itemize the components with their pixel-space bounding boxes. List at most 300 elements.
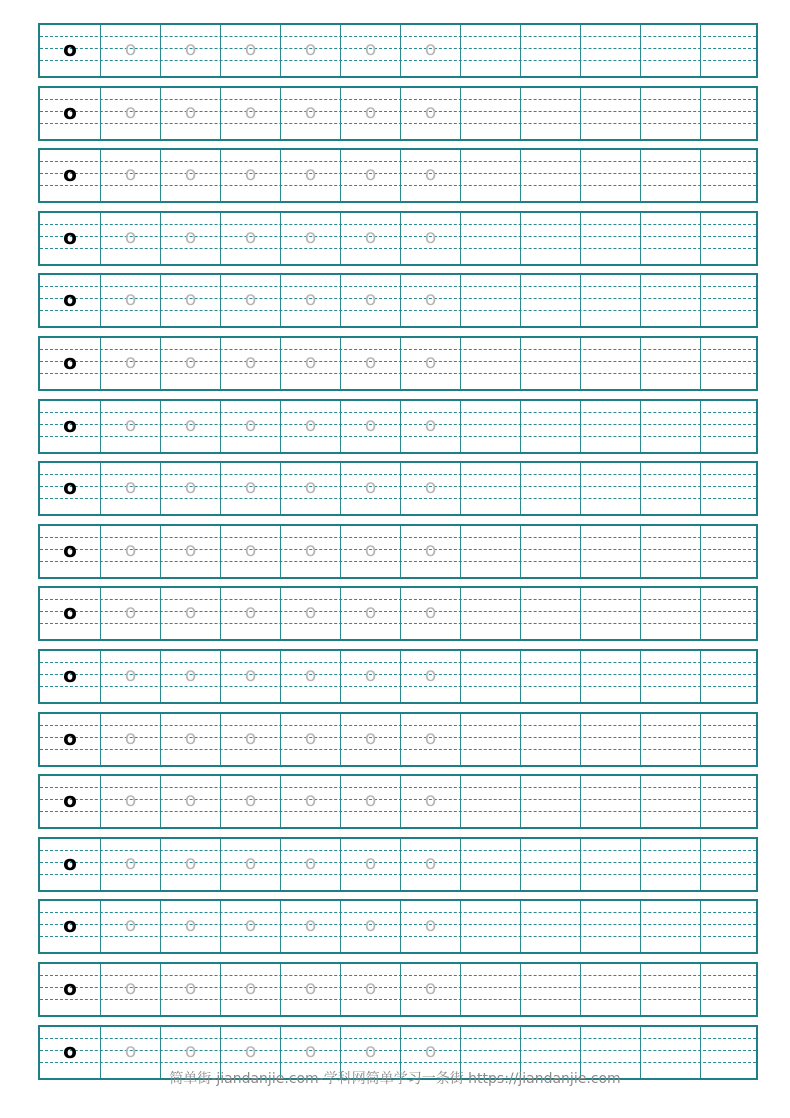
practice-row bbox=[38, 273, 758, 328]
blank-cell bbox=[520, 88, 580, 139]
blank-cell bbox=[640, 25, 700, 76]
trace-cell bbox=[100, 338, 160, 389]
trace-cell bbox=[160, 714, 220, 765]
blank-cell bbox=[700, 338, 760, 389]
blank-cell bbox=[580, 401, 640, 452]
model-letter: o bbox=[63, 100, 77, 124]
trace-cell bbox=[100, 88, 160, 139]
model-letter: o bbox=[63, 287, 77, 311]
trace-letter: o bbox=[364, 163, 377, 185]
trace-letter: o bbox=[424, 226, 437, 248]
trace-cell bbox=[100, 964, 160, 1015]
trace-cell bbox=[160, 463, 220, 514]
blank-cell bbox=[700, 275, 760, 326]
blank-cell bbox=[580, 964, 640, 1015]
trace-letter: o bbox=[424, 414, 437, 436]
blank-cell bbox=[640, 714, 700, 765]
model-cell bbox=[40, 25, 100, 76]
trace-cell bbox=[340, 150, 400, 201]
trace-cell bbox=[220, 651, 280, 702]
blank-cell bbox=[580, 901, 640, 952]
trace-letter: o bbox=[424, 789, 437, 811]
trace-letter: o bbox=[244, 288, 257, 310]
trace-letter: o bbox=[364, 601, 377, 623]
trace-letter: o bbox=[424, 163, 437, 185]
trace-cell bbox=[160, 651, 220, 702]
model-cell bbox=[40, 275, 100, 326]
trace-letter: o bbox=[304, 852, 317, 874]
trace-cell bbox=[160, 776, 220, 827]
trace-letter: o bbox=[304, 101, 317, 123]
trace-cell bbox=[160, 213, 220, 264]
trace-cell bbox=[280, 714, 340, 765]
trace-cell bbox=[280, 901, 340, 952]
model-letter: o bbox=[63, 851, 77, 875]
blank-cell bbox=[700, 88, 760, 139]
trace-cell bbox=[400, 776, 460, 827]
blank-cell bbox=[700, 588, 760, 639]
trace-letter: o bbox=[184, 163, 197, 185]
blank-cell bbox=[700, 776, 760, 827]
trace-cell bbox=[280, 150, 340, 201]
trace-cell bbox=[100, 588, 160, 639]
model-letter: o bbox=[63, 913, 77, 937]
trace-letter: o bbox=[304, 38, 317, 60]
trace-letter: o bbox=[364, 38, 377, 60]
trace-letter: o bbox=[124, 476, 137, 498]
trace-letter: o bbox=[124, 789, 137, 811]
blank-cell bbox=[460, 213, 520, 264]
trace-cell bbox=[280, 651, 340, 702]
trace-letter: o bbox=[184, 539, 197, 561]
trace-cell bbox=[220, 964, 280, 1015]
trace-cell bbox=[340, 964, 400, 1015]
trace-letter: o bbox=[124, 288, 137, 310]
practice-row bbox=[38, 712, 758, 767]
trace-cell bbox=[340, 839, 400, 890]
trace-cell bbox=[400, 88, 460, 139]
trace-letter: o bbox=[304, 163, 317, 185]
trace-letter: o bbox=[124, 539, 137, 561]
blank-cell bbox=[580, 776, 640, 827]
trace-cell bbox=[280, 25, 340, 76]
trace-letter: o bbox=[124, 101, 137, 123]
blank-cell bbox=[460, 526, 520, 577]
blank-cell bbox=[460, 401, 520, 452]
trace-cell bbox=[220, 401, 280, 452]
blank-cell bbox=[580, 526, 640, 577]
blank-cell bbox=[520, 150, 580, 201]
trace-letter: o bbox=[424, 727, 437, 749]
trace-letter: o bbox=[244, 664, 257, 686]
trace-letter: o bbox=[184, 351, 197, 373]
trace-cell bbox=[340, 526, 400, 577]
trace-letter: o bbox=[304, 1040, 317, 1062]
model-cell bbox=[40, 150, 100, 201]
trace-cell bbox=[100, 401, 160, 452]
footer-watermark: 简单街-jiandanjie.com-学科网简单学习一条街 https://jiandanjie.com bbox=[169, 1071, 621, 1087]
practice-row bbox=[38, 399, 758, 454]
trace-cell bbox=[160, 964, 220, 1015]
practice-row bbox=[38, 899, 758, 954]
blank-cell bbox=[460, 651, 520, 702]
blank-cell bbox=[460, 776, 520, 827]
blank-cell bbox=[460, 901, 520, 952]
trace-letter: o bbox=[124, 351, 137, 373]
trace-cell bbox=[220, 901, 280, 952]
practice-row bbox=[38, 148, 758, 203]
blank-cell bbox=[520, 776, 580, 827]
blank-cell bbox=[640, 964, 700, 1015]
trace-cell bbox=[220, 213, 280, 264]
trace-letter: o bbox=[364, 101, 377, 123]
trace-cell bbox=[400, 463, 460, 514]
blank-cell bbox=[460, 275, 520, 326]
model-cell bbox=[40, 776, 100, 827]
trace-cell bbox=[340, 401, 400, 452]
trace-letter: o bbox=[244, 351, 257, 373]
blank-cell bbox=[460, 839, 520, 890]
trace-letter: o bbox=[424, 852, 437, 874]
trace-letter: o bbox=[184, 1040, 197, 1062]
trace-cell bbox=[400, 25, 460, 76]
trace-letter: o bbox=[244, 601, 257, 623]
trace-letter: o bbox=[364, 852, 377, 874]
model-letter: o bbox=[63, 1039, 77, 1063]
trace-cell bbox=[100, 714, 160, 765]
trace-letter: o bbox=[364, 914, 377, 936]
model-cell bbox=[40, 338, 100, 389]
blank-cell bbox=[520, 839, 580, 890]
model-cell bbox=[40, 526, 100, 577]
trace-letter: o bbox=[424, 288, 437, 310]
trace-letter: o bbox=[364, 727, 377, 749]
trace-letter: o bbox=[424, 101, 437, 123]
blank-cell bbox=[700, 150, 760, 201]
trace-cell bbox=[280, 839, 340, 890]
trace-letter: o bbox=[304, 351, 317, 373]
model-cell bbox=[40, 651, 100, 702]
blank-cell bbox=[700, 714, 760, 765]
trace-letter: o bbox=[184, 601, 197, 623]
trace-cell bbox=[100, 275, 160, 326]
trace-letter: o bbox=[244, 101, 257, 123]
blank-cell bbox=[700, 651, 760, 702]
blank-cell bbox=[700, 463, 760, 514]
model-cell bbox=[40, 839, 100, 890]
practice-row bbox=[38, 774, 758, 829]
model-letter: o bbox=[63, 350, 77, 374]
trace-cell bbox=[160, 338, 220, 389]
trace-letter: o bbox=[304, 226, 317, 248]
trace-cell bbox=[340, 463, 400, 514]
trace-cell bbox=[280, 463, 340, 514]
trace-cell bbox=[220, 463, 280, 514]
trace-letter: o bbox=[124, 977, 137, 999]
blank-cell bbox=[580, 588, 640, 639]
trace-cell bbox=[400, 839, 460, 890]
model-letter: o bbox=[63, 475, 77, 499]
trace-letter: o bbox=[244, 38, 257, 60]
trace-letter: o bbox=[364, 789, 377, 811]
trace-letter: o bbox=[364, 351, 377, 373]
trace-cell bbox=[340, 213, 400, 264]
trace-cell bbox=[220, 88, 280, 139]
trace-letter: o bbox=[124, 163, 137, 185]
model-letter: o bbox=[63, 413, 77, 437]
trace-letter: o bbox=[124, 226, 137, 248]
trace-letter: o bbox=[124, 601, 137, 623]
trace-cell bbox=[400, 714, 460, 765]
trace-letter: o bbox=[124, 852, 137, 874]
trace-cell bbox=[280, 213, 340, 264]
blank-cell bbox=[520, 714, 580, 765]
trace-letter: o bbox=[304, 664, 317, 686]
practice-row bbox=[38, 524, 758, 579]
model-letter: o bbox=[63, 538, 77, 562]
blank-cell bbox=[640, 88, 700, 139]
practice-row bbox=[38, 86, 758, 141]
model-cell bbox=[40, 88, 100, 139]
practice-row bbox=[38, 962, 758, 1017]
blank-cell bbox=[580, 275, 640, 326]
blank-cell bbox=[700, 25, 760, 76]
blank-cell bbox=[640, 526, 700, 577]
trace-letter: o bbox=[304, 288, 317, 310]
trace-letter: o bbox=[424, 664, 437, 686]
blank-cell bbox=[460, 338, 520, 389]
model-letter: o bbox=[63, 600, 77, 624]
trace-letter: o bbox=[304, 476, 317, 498]
trace-cell bbox=[160, 526, 220, 577]
trace-letter: o bbox=[244, 476, 257, 498]
trace-letter: o bbox=[244, 414, 257, 436]
trace-letter: o bbox=[184, 226, 197, 248]
trace-cell bbox=[100, 150, 160, 201]
trace-letter: o bbox=[244, 727, 257, 749]
trace-letter: o bbox=[124, 664, 137, 686]
blank-cell bbox=[520, 338, 580, 389]
blank-cell bbox=[520, 526, 580, 577]
trace-cell bbox=[340, 588, 400, 639]
trace-cell bbox=[340, 714, 400, 765]
blank-cell bbox=[520, 463, 580, 514]
model-letter: o bbox=[63, 663, 77, 687]
blank-cell bbox=[640, 839, 700, 890]
model-letter: o bbox=[63, 225, 77, 249]
blank-cell bbox=[520, 964, 580, 1015]
blank-cell bbox=[580, 651, 640, 702]
trace-cell bbox=[160, 88, 220, 139]
blank-cell bbox=[520, 401, 580, 452]
model-cell bbox=[40, 401, 100, 452]
trace-cell bbox=[220, 25, 280, 76]
blank-cell bbox=[640, 776, 700, 827]
trace-letter: o bbox=[184, 101, 197, 123]
trace-letter: o bbox=[124, 1040, 137, 1062]
trace-letter: o bbox=[244, 539, 257, 561]
trace-letter: o bbox=[124, 727, 137, 749]
trace-cell bbox=[400, 588, 460, 639]
trace-cell bbox=[220, 839, 280, 890]
trace-cell bbox=[220, 714, 280, 765]
trace-letter: o bbox=[304, 789, 317, 811]
trace-cell bbox=[220, 275, 280, 326]
trace-letter: o bbox=[184, 38, 197, 60]
model-cell bbox=[40, 964, 100, 1015]
practice-row bbox=[38, 649, 758, 704]
model-cell bbox=[40, 714, 100, 765]
blank-cell bbox=[520, 588, 580, 639]
blank-cell bbox=[700, 213, 760, 264]
trace-letter: o bbox=[304, 539, 317, 561]
blank-cell bbox=[640, 651, 700, 702]
blank-cell bbox=[580, 25, 640, 76]
trace-cell bbox=[400, 526, 460, 577]
trace-cell bbox=[400, 150, 460, 201]
trace-letter: o bbox=[184, 288, 197, 310]
blank-cell bbox=[580, 338, 640, 389]
trace-cell bbox=[220, 150, 280, 201]
model-cell bbox=[40, 463, 100, 514]
trace-letter: o bbox=[424, 38, 437, 60]
trace-letter: o bbox=[184, 664, 197, 686]
trace-letter: o bbox=[364, 226, 377, 248]
practice-row bbox=[38, 837, 758, 892]
blank-cell bbox=[580, 714, 640, 765]
trace-cell bbox=[100, 776, 160, 827]
trace-cell bbox=[400, 964, 460, 1015]
trace-letter: o bbox=[244, 977, 257, 999]
trace-letter: o bbox=[244, 226, 257, 248]
model-cell bbox=[40, 588, 100, 639]
blank-cell bbox=[640, 213, 700, 264]
practice-row bbox=[38, 586, 758, 641]
trace-letter: o bbox=[184, 914, 197, 936]
practice-row bbox=[38, 336, 758, 391]
trace-letter: o bbox=[184, 789, 197, 811]
blank-cell bbox=[580, 150, 640, 201]
trace-cell bbox=[340, 776, 400, 827]
trace-cell bbox=[340, 901, 400, 952]
trace-letter: o bbox=[304, 914, 317, 936]
trace-cell bbox=[160, 25, 220, 76]
blank-cell bbox=[640, 463, 700, 514]
blank-cell bbox=[700, 839, 760, 890]
trace-letter: o bbox=[364, 414, 377, 436]
trace-letter: o bbox=[184, 727, 197, 749]
trace-cell bbox=[220, 338, 280, 389]
trace-letter: o bbox=[424, 914, 437, 936]
trace-cell bbox=[160, 401, 220, 452]
blank-cell bbox=[640, 588, 700, 639]
model-cell bbox=[40, 901, 100, 952]
blank-cell bbox=[520, 275, 580, 326]
blank-cell bbox=[700, 401, 760, 452]
trace-cell bbox=[100, 901, 160, 952]
trace-letter: o bbox=[304, 414, 317, 436]
blank-cell bbox=[460, 463, 520, 514]
blank-cell bbox=[520, 25, 580, 76]
trace-letter: o bbox=[184, 476, 197, 498]
trace-letter: o bbox=[364, 977, 377, 999]
trace-cell bbox=[280, 588, 340, 639]
blank-cell bbox=[460, 964, 520, 1015]
trace-letter: o bbox=[304, 977, 317, 999]
blank-cell bbox=[580, 839, 640, 890]
blank-cell bbox=[700, 964, 760, 1015]
trace-cell bbox=[280, 776, 340, 827]
trace-letter: o bbox=[424, 476, 437, 498]
blank-cell bbox=[520, 901, 580, 952]
practice-row bbox=[38, 23, 758, 78]
trace-cell bbox=[100, 25, 160, 76]
trace-letter: o bbox=[424, 351, 437, 373]
blank-cell bbox=[580, 88, 640, 139]
blank-cell bbox=[460, 150, 520, 201]
trace-cell bbox=[280, 964, 340, 1015]
blank-cell bbox=[460, 25, 520, 76]
blank-cell bbox=[640, 901, 700, 952]
blank-cell bbox=[700, 526, 760, 577]
model-letter: o bbox=[63, 162, 77, 186]
trace-letter: o bbox=[364, 476, 377, 498]
trace-cell bbox=[340, 651, 400, 702]
trace-cell bbox=[400, 401, 460, 452]
blank-cell bbox=[520, 213, 580, 264]
trace-letter: o bbox=[184, 852, 197, 874]
trace-cell bbox=[160, 588, 220, 639]
blank-cell bbox=[640, 401, 700, 452]
blank-cell bbox=[700, 901, 760, 952]
trace-cell bbox=[340, 275, 400, 326]
model-letter: o bbox=[63, 37, 77, 61]
trace-letter: o bbox=[424, 601, 437, 623]
blank-cell bbox=[580, 463, 640, 514]
trace-letter: o bbox=[124, 38, 137, 60]
trace-letter: o bbox=[364, 664, 377, 686]
trace-letter: o bbox=[124, 414, 137, 436]
trace-letter: o bbox=[364, 539, 377, 561]
trace-letter: o bbox=[364, 288, 377, 310]
trace-cell bbox=[160, 901, 220, 952]
model-letter: o bbox=[63, 788, 77, 812]
trace-cell bbox=[220, 526, 280, 577]
trace-letter: o bbox=[424, 1040, 437, 1062]
trace-cell bbox=[280, 88, 340, 139]
trace-letter: o bbox=[424, 539, 437, 561]
trace-cell bbox=[400, 213, 460, 264]
practice-row bbox=[38, 211, 758, 266]
model-letter: o bbox=[63, 976, 77, 1000]
trace-cell bbox=[400, 338, 460, 389]
blank-cell bbox=[460, 714, 520, 765]
blank-cell bbox=[460, 588, 520, 639]
trace-cell bbox=[280, 275, 340, 326]
practice-row bbox=[38, 461, 758, 516]
trace-letter: o bbox=[364, 1040, 377, 1062]
trace-cell bbox=[400, 901, 460, 952]
trace-cell bbox=[340, 338, 400, 389]
trace-cell bbox=[400, 275, 460, 326]
blank-cell bbox=[520, 651, 580, 702]
trace-cell bbox=[100, 463, 160, 514]
trace-letter: o bbox=[304, 727, 317, 749]
trace-letter: o bbox=[244, 914, 257, 936]
blank-cell bbox=[460, 88, 520, 139]
trace-letter: o bbox=[184, 977, 197, 999]
trace-letter: o bbox=[184, 414, 197, 436]
